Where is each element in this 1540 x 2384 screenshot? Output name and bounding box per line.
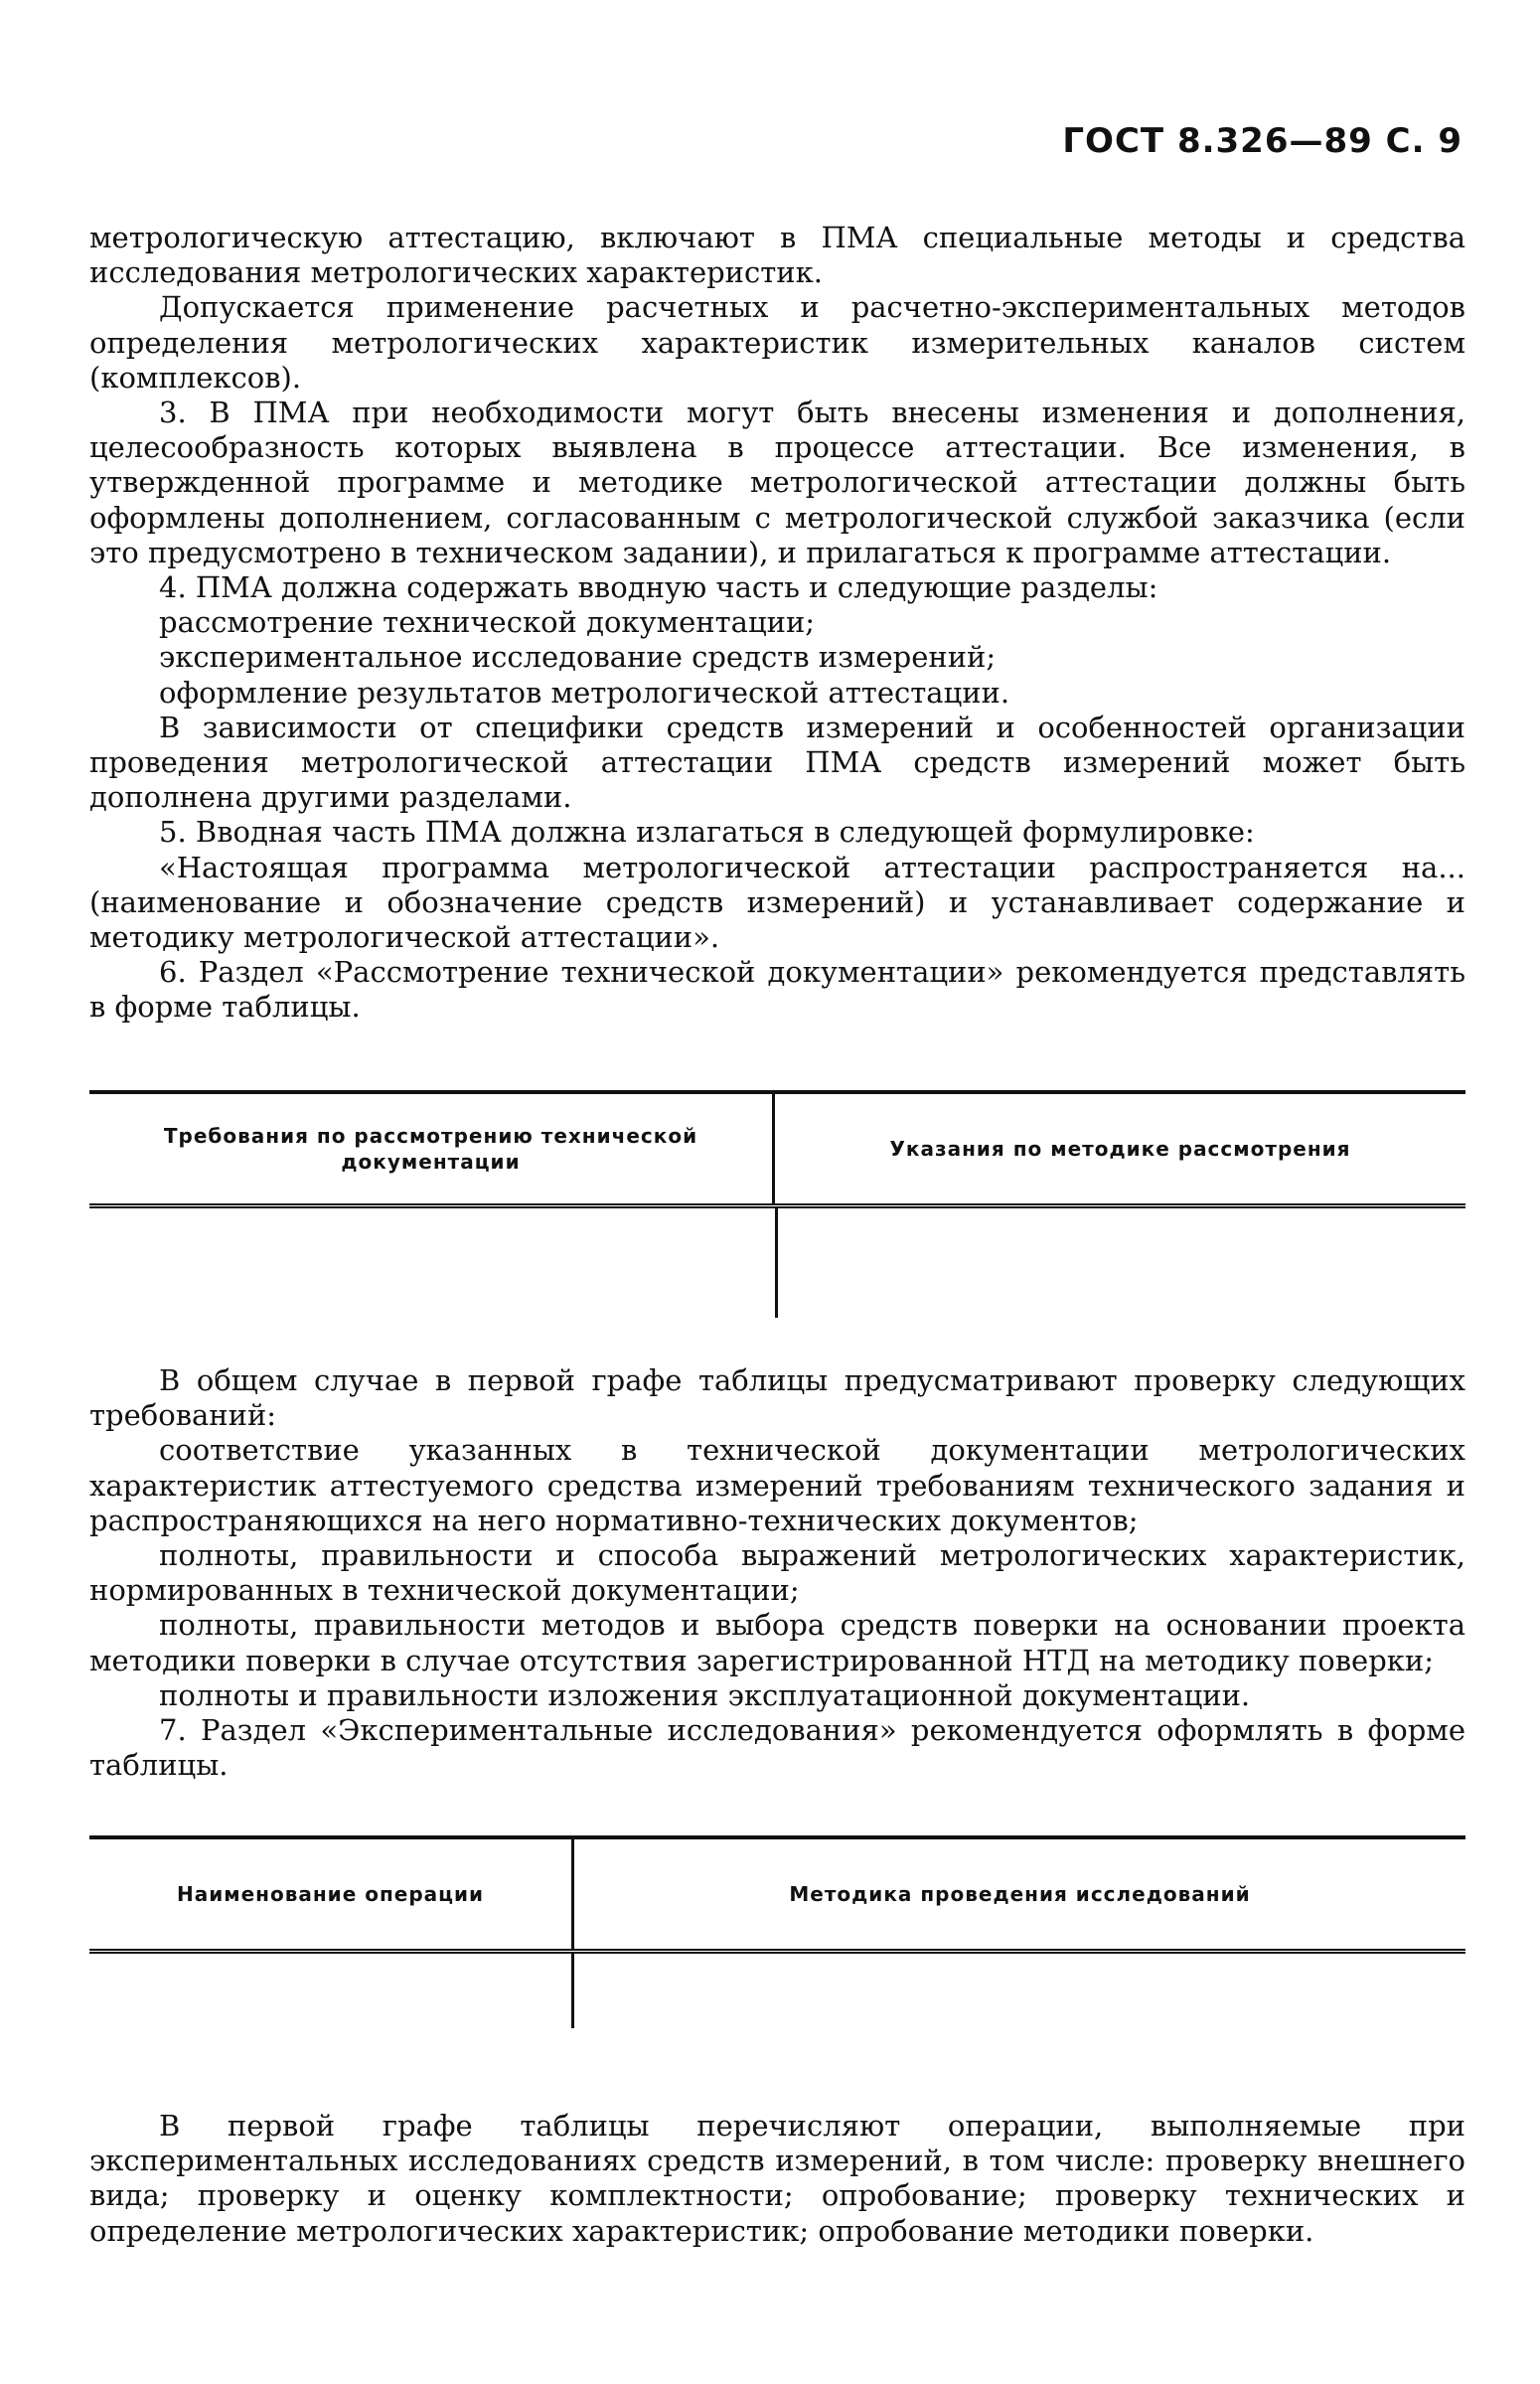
table-experiments-col2: Методика проведения исследований	[789, 1882, 1251, 1906]
table-review-body-col1	[89, 1208, 778, 1318]
paragraph: 4. ПМА должна содержать вводную часть и следующие разделы:	[159, 570, 1158, 605]
table-experiments-body-col2	[574, 1954, 1465, 2028]
table-review-body-col2	[778, 1208, 1465, 1318]
table-review-col1: Требования по рассмотрению технической документации	[89, 1094, 775, 1203]
text-block-3	[89, 2109, 1465, 2249]
paragraph: полноты, правильности и способа выражений метрологических характеристик, нормированных в технической документации;	[89, 1538, 1465, 1608]
paragraph: оформление результатов метрологической аттестации.	[159, 675, 1010, 710]
table-experiments	[89, 1835, 1465, 2028]
paragraph: полноты и правильности изложения эксплуатационной документации.	[159, 1677, 1251, 1712]
page-header: ГОСТ 8.326—89 С. 9	[1062, 121, 1463, 161]
paragraph: В общем случае в первой графе таблицы предусматривают проверку следующих требований:	[89, 1363, 1465, 1433]
text-block-1	[89, 221, 1465, 1026]
paragraph: полноты, правильности методов и выбора средств поверки на основании проекта методики поверки в случае отсутствия зарегистрированной НТД на методику поверки;	[89, 1608, 1465, 1677]
paragraph: 3. В ПМА при необходимости могут быть внесены изменения и дополнения, целесообразность которых выявлена в процессе аттестации. Все изменения, в утвержденной программе и методике метрологической аттестации должны быть оформлены дополнением, согласованным с метрологической службой заказчика (если это предусмотрено в техническом задании), и прилагаться к программе аттестации.	[89, 396, 1465, 569]
paragraph: 6. Раздел «Рассмотрение технической документации» рекомендуется представлять в форме таблицы.	[89, 955, 1465, 1025]
table-review-body	[89, 1208, 1465, 1318]
table-experiments-header	[89, 1839, 1465, 1954]
paragraph: экспериментальное исследование средств измерений;	[159, 640, 997, 675]
table-experiments-col1: Наименование операции	[89, 1839, 574, 1949]
paragraph: «Настоящая программа метрологической аттестации распространяется на... (наименование и обозначение средств измерений) и устанавливает содержание и методику метрологической аттестации».	[89, 850, 1465, 955]
paragraph: метрологическую аттестацию, включают в ПМА специальные методы и средства исследования метрологических характеристик.	[89, 221, 1465, 290]
paragraph: 5. Вводная часть ПМА должна излагаться в следующей формулировке:	[159, 815, 1255, 850]
table-experiments-body	[89, 1954, 1465, 2028]
table-experiments-body-col1	[89, 1954, 574, 2028]
paragraph: В зависимости от специфики средств измерений и особенностей организации проведения метрологической аттестации ПМА средств измерений может быть дополнена другими разделами.	[89, 710, 1465, 815]
paragraph: рассмотрение технической документации;	[159, 605, 816, 640]
text-block-2	[89, 1363, 1465, 1783]
table-review-col2: Указания по методике рассмотрения	[889, 1137, 1351, 1161]
paragraph: В первой графе таблицы перечисляют операции, выполняемые при экспериментальных исследованиях средств измерений, в том числе: проверку внешнего вида; проверку и оценку комплектности; опробование; проверку технических и определение метрологических характеристик; опробование методики поверки.	[89, 2109, 1465, 2248]
paragraph: соответствие указанных в технической документации метрологических характеристик аттестуемого средства измерений требованиям технического задания и распространяющихся на него нормативно-технических документов;	[89, 1433, 1465, 1537]
table-review-header	[89, 1094, 1465, 1208]
paragraph: 7. Раздел «Экспериментальные исследования» рекомендуется оформлять в форме таблицы.	[89, 1713, 1465, 1783]
paragraph: Допускается применение расчетных и расчетно-экспериментальных методов определения метрологических характеристик измерительных каналов систем (комплексов).	[89, 290, 1465, 395]
table-review	[89, 1090, 1465, 1318]
